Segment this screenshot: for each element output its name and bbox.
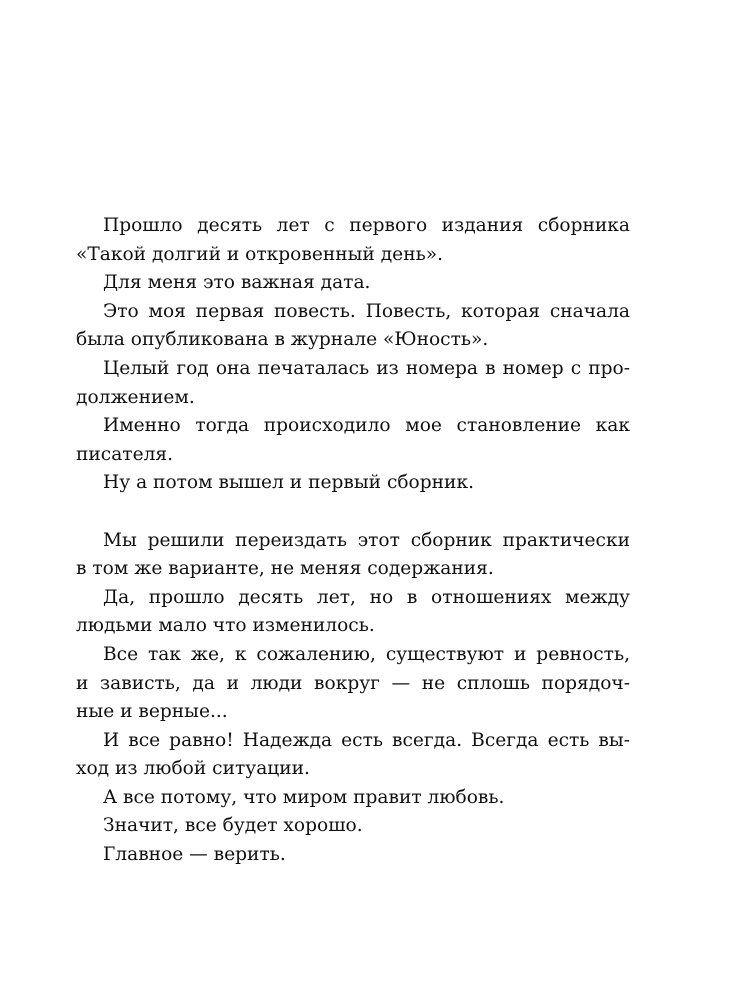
paragraph-line: Все так же, к сожалению, существуют и ревность, [103, 643, 630, 665]
paragraph-line: и зависть, да и люди вокруг — не сплошь порядоч- [76, 672, 630, 694]
paragraph-line: Именно тогда происходило мое становление как [103, 415, 630, 437]
paragraph-line: ход из любой ситуации. [76, 758, 310, 780]
paragraph-line: Да, прошло десять лет, но в отношениях между [103, 586, 630, 608]
text-block-2 [76, 527, 630, 870]
paragraph-line: была опубликована в журнале «Юность». [76, 329, 489, 351]
paragraph-line: И все равно! Надежда есть всегда. Всегда есть вы- [103, 729, 630, 751]
paragraph-line: Ну а потом вышел и первый сборник. [103, 472, 474, 494]
paragraph-line: Для меня это важная дата. [103, 272, 371, 294]
text-block-1 [76, 212, 630, 498]
page-text [76, 212, 630, 870]
paragraph-line: Значит, все будет хорошо. [103, 815, 363, 837]
paragraph-line: писателя. [76, 443, 174, 465]
paragraph-line: в том же варианте, не меняя содержания. [76, 558, 494, 580]
paragraph-line: А все потому, что миром правит любовь. [103, 786, 505, 808]
paragraph-line: Главное — верить. [103, 844, 286, 866]
paragraph-line: ные и верные... [76, 701, 228, 723]
paragraph-line: Прошло десять лет с первого издания сборника [103, 215, 630, 236]
paragraph-line: Это моя первая повесть. Повесть, которая сначала [103, 300, 630, 322]
paragraph-line: должением. [76, 386, 195, 408]
section-gap [76, 498, 630, 527]
paragraph-line: «Такой долгий и откровенный день». [76, 243, 443, 265]
paragraph-line: Мы решили переиздать этот сборник практически [103, 529, 630, 551]
paragraph-line: Целый год она печаталась из номера в номер с про- [103, 357, 630, 379]
paragraph-line: людьми мало что изменилось. [76, 615, 375, 637]
